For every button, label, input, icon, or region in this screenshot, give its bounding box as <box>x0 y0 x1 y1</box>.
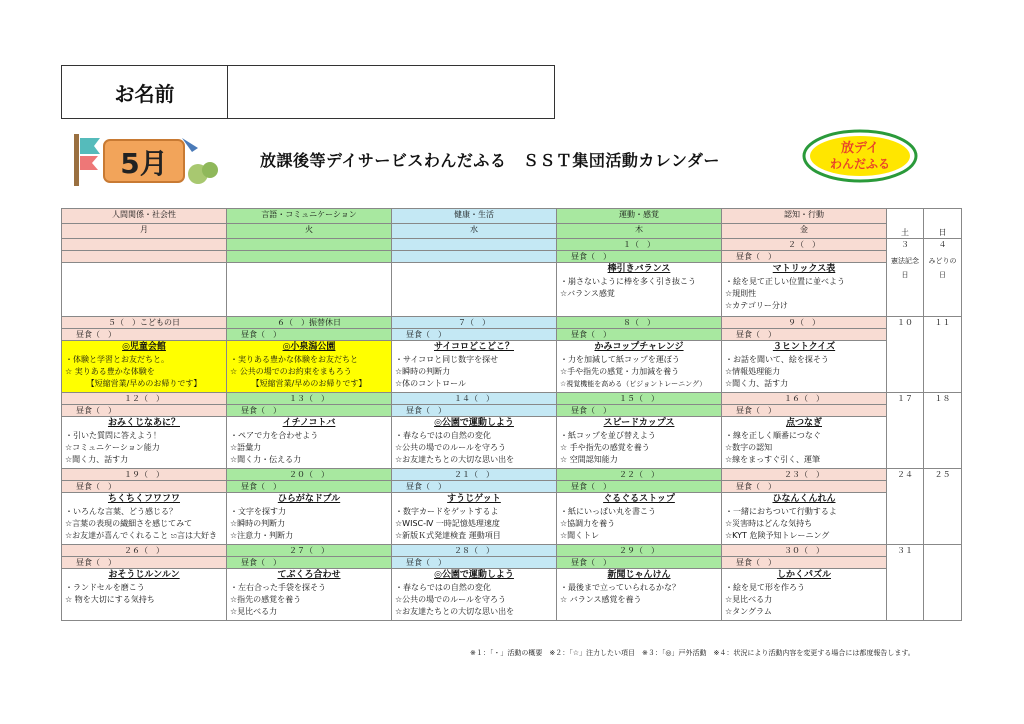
activity-line: ・崩さないように棒を多く引き抜こう <box>560 277 696 286</box>
lunch-line: 昼食（ ） <box>557 251 722 263</box>
day-date: ２０（ ） <box>227 469 392 481</box>
holiday-note: 憲法記念日 <box>891 257 919 279</box>
name-box <box>61 65 555 119</box>
activity-line: 【短縮営業/早めのお帰りです】 <box>251 379 367 388</box>
activity-cell <box>227 341 392 393</box>
lunch-line <box>392 251 557 263</box>
category-header: 人間関係・社会性 <box>62 209 227 224</box>
activity-line: ・線を正しく順番につなぐ <box>725 431 821 440</box>
activity-line: ・春ならではの自然の変化 <box>395 583 491 592</box>
activity-line: ☆瞬時の判断力 <box>395 367 451 376</box>
activity-line: ☆言葉の表現の繊細さを感じてみて <box>65 519 193 528</box>
weekend-date: １７ <box>897 394 913 403</box>
day-date: ８（ ） <box>557 317 722 329</box>
lunch-line: 昼食（ ） <box>392 329 557 341</box>
activity-line: ・体験と学習とお友だちと。 <box>65 355 169 364</box>
pole-icon <box>74 134 79 186</box>
activity-line: ☆見比べる力 <box>725 595 773 604</box>
activity-line: ・いろんな言葉、どう感じる？ <box>65 507 177 516</box>
weekend-date: ４ <box>938 240 947 249</box>
day-date: ７（ ） <box>392 317 557 329</box>
activity-line: ☆指先の感覚を養う <box>230 595 302 604</box>
weekend-date: ３ <box>901 240 909 249</box>
name-label: お名前 <box>62 66 228 118</box>
activity-title: すうじゲット <box>447 494 501 504</box>
activity-title: ◎小泉潟公園 <box>282 342 336 352</box>
day-date: ２７（ ） <box>227 545 392 557</box>
activity-line: ☆ バランス感覚を養う <box>560 595 642 604</box>
activity-line: ☆線をまっすぐ引く、運筆 <box>725 455 821 464</box>
activity-cell <box>557 493 722 545</box>
weekend-cell-sun <box>924 469 962 545</box>
activity-line: ☆災害時はどんな気持ち <box>725 519 813 528</box>
activity-line: ☆瞬時の判断力 <box>230 519 286 528</box>
category-header: 言語・コミュニケーション <box>227 209 392 224</box>
activity-line: ・紙にいっぱい丸を書こう <box>560 507 656 516</box>
weekday-fri: 金 <box>722 224 887 239</box>
lunch-line: 昼食（ ） <box>227 481 392 493</box>
month-label: 5月 <box>120 147 168 180</box>
logo <box>800 128 920 184</box>
weekday-sat: 土 <box>887 209 924 239</box>
activity-line: ☆見比べる力 <box>230 607 278 616</box>
lunch-line: 昼食（ ） <box>392 481 557 493</box>
lunch-line: 昼食（ ） <box>227 405 392 417</box>
activity-title: 新聞じゃんけん <box>607 570 671 580</box>
lunch-line: 昼食（ ） <box>62 405 227 417</box>
day-date: １３（ ） <box>227 393 392 405</box>
activity-title: マトリックス表 <box>772 264 836 274</box>
activity-line: ☆聞くトレ <box>560 531 600 540</box>
lunch-line <box>227 251 392 263</box>
lunch-line: 昼食（ ） <box>392 557 557 569</box>
activity-cell <box>62 493 227 545</box>
activity-title: 点つなぎ <box>785 418 822 428</box>
activity-line: ☆カテゴリー分け <box>725 301 788 310</box>
activity-cell <box>62 263 227 317</box>
day-date: ２９（ ） <box>557 545 722 557</box>
weekend-date: １１ <box>934 318 951 327</box>
activity-cell <box>722 569 887 621</box>
day-date: ３０（ ） <box>722 545 887 557</box>
activity-title: イチノコトバ <box>282 418 336 428</box>
activity-line: ☆タングラム <box>725 607 772 616</box>
carp-flag-icon <box>80 138 100 154</box>
footnote: ※１：「・」活動の概要 ※２：「☆」注力したい項目 ※３：「◎」戸外活動 ※４：状況により活動内容を変更する場合には都度報告します。 <box>470 649 915 657</box>
weekend-cell-sat <box>887 239 924 317</box>
activity-line: ・数字カードをゲットするよ <box>395 507 499 516</box>
category-header: 運動・感覚 <box>557 209 722 224</box>
weekday-thu: 木 <box>557 224 722 239</box>
activity-cell <box>62 341 227 393</box>
activity-line: ☆お友達たちとの大切な思い出を <box>395 455 515 464</box>
day-date <box>62 239 227 251</box>
activity-cell <box>227 569 392 621</box>
day-date: ６（ ）振替休日 <box>227 317 392 329</box>
weekend-cell-sat <box>887 393 924 469</box>
activity-line: ・絵を見て形を作ろう <box>725 583 805 592</box>
activity-line: ☆聞く力、話す力 <box>725 379 789 388</box>
day-date: ９（ ） <box>722 317 887 329</box>
weekend-date: ２５ <box>934 470 951 479</box>
activity-cell <box>722 493 887 545</box>
day-date: ２３（ ） <box>722 469 887 481</box>
activity-cell <box>392 493 557 545</box>
logo-line2: わんだふる <box>829 157 891 171</box>
activity-line: ・お話を聞いて、絵を探そう <box>725 355 829 364</box>
lunch-line: 昼食（ ） <box>722 557 887 569</box>
activity-cell <box>227 493 392 545</box>
day-date: １２（ ） <box>62 393 227 405</box>
weekend-cell-sat <box>887 545 924 621</box>
activity-line: ☆公共の場でのルールを守ろう <box>395 595 507 604</box>
activity-cell <box>722 341 887 393</box>
activity-cell <box>227 263 392 317</box>
weekend-cell-sat <box>887 469 924 545</box>
activity-line: ☆お友達たちとの大切な思い出を <box>395 607 515 616</box>
activity-line: ☆KYT 危険予知トレーニング <box>725 531 830 540</box>
activity-line: ☆ 物を大切にする気持ち <box>65 595 155 604</box>
activity-title: かみコップチャレンジ <box>594 342 684 352</box>
day-date: ２２（ ） <box>557 469 722 481</box>
activity-line: ・左右合った手袋を探そう <box>230 583 326 592</box>
activity-line: ☆ 実りある豊かな体験を <box>65 367 155 376</box>
lunch-line: 昼食（ ） <box>392 405 557 417</box>
activity-line: ☆聞く力、話す力 <box>65 455 129 464</box>
activity-title: おそうじルンルン <box>108 570 180 580</box>
activity-line: ・紙コップを並び替えよう <box>560 431 656 440</box>
activity-title: ３ヒントクイズ <box>772 342 836 352</box>
weekend-cell-sat <box>887 317 924 393</box>
day-date: ２８（ ） <box>392 545 557 557</box>
activity-cell <box>392 417 557 469</box>
activity-line: ☆情報処理能力 <box>725 367 781 376</box>
name-field[interactable] <box>228 66 554 118</box>
activity-title: ひなんくんれん <box>772 494 836 504</box>
may-badge <box>70 130 220 190</box>
lunch-line: 昼食（ ） <box>227 329 392 341</box>
lunch-line: 昼食（ ） <box>557 481 722 493</box>
weekday-tue: 火 <box>227 224 392 239</box>
activity-title: おみくじなあに？ <box>107 418 180 428</box>
activity-line: ☆ 空間認知能力 <box>560 455 618 464</box>
weekday-wed: 水 <box>392 224 557 239</box>
lunch-line: 昼食（ ） <box>62 481 227 493</box>
activity-line: ☆聞く力・伝える力 <box>230 455 302 464</box>
activity-title: てぶくろ合わせ <box>277 570 341 580</box>
activity-line: ☆お友達が喜んでくれること හ言は大好き <box>65 531 218 540</box>
activity-title: しかくパズル <box>776 570 831 580</box>
activity-line: ☆手や指先の感覚・力加減を養う <box>560 367 680 376</box>
day-date: ２６（ ） <box>62 545 227 557</box>
day-date: １５（ ） <box>557 393 722 405</box>
day-date: １（ ） <box>557 239 722 251</box>
activity-line: ☆体のコントロール <box>395 379 467 388</box>
activity-cell <box>227 417 392 469</box>
weekend-date: １８ <box>934 394 951 403</box>
lunch-line: 昼食（ ） <box>557 329 722 341</box>
activity-line: ・実りある豊かな体験をお友だちと <box>230 355 358 364</box>
activity-line: ☆公共の場でのルールを守ろう <box>395 443 507 452</box>
page-title: 放課後等デイサービスわんだふる ＳＳＴ集団活動カレンダー <box>260 151 720 170</box>
day-date <box>392 239 557 251</box>
activity-title: サイコロどこどこ？ <box>433 342 514 352</box>
activity-line: ☆コミュニケーション能力 <box>65 443 160 452</box>
activity-line: ・絵を見て正しい位置に並べよう <box>725 277 845 286</box>
weekend-cell-sun <box>924 317 962 393</box>
weekend-date: ２４ <box>897 470 913 479</box>
lunch-line: 昼食（ ） <box>62 557 227 569</box>
lunch-line: 昼食（ ） <box>557 557 722 569</box>
activity-line: ・ランドセルを磨こう <box>65 583 145 592</box>
activity-line: ・最後まで立っていられるかな？ <box>560 583 680 592</box>
weekday-mon: 月 <box>62 224 227 239</box>
activity-line: ・一緒におちついて行動するよ <box>725 507 837 516</box>
day-date: ５（ ）こどもの日 <box>62 317 227 329</box>
activity-line: ☆ 公共の場でのお約束をまもろう <box>230 367 352 376</box>
activity-line: ☆視覚機能を高める（ビジョントレーニング） <box>560 380 707 388</box>
activity-line: ☆協調力を養う <box>560 519 616 528</box>
lunch-line: 昼食（ ） <box>62 329 227 341</box>
activity-cell <box>392 263 557 317</box>
activity-line: ・力を加減して紙コップを運ぼう <box>560 355 680 364</box>
weekend-cell-sun <box>924 393 962 469</box>
activity-title: ◎公園で運動しよう <box>434 570 514 580</box>
logo-line1: 放デイ <box>840 141 880 156</box>
activity-line: ☆語彙力 <box>230 443 262 452</box>
activity-title: ◎児童会館 <box>122 342 166 352</box>
activity-line: ☆規則性 <box>725 289 757 298</box>
day-date: ２（ ） <box>722 239 887 251</box>
day-date: １９（ ） <box>62 469 227 481</box>
day-date <box>227 239 392 251</box>
activity-line: ・サイコロと同じ数字を探せ <box>395 355 499 364</box>
activity-calendar <box>61 208 962 621</box>
lunch-line: 昼食（ ） <box>722 251 887 263</box>
weekend-cell-sun <box>924 545 962 621</box>
day-date: １６（ ） <box>722 393 887 405</box>
lunch-line <box>62 251 227 263</box>
activity-title: スピードカップス <box>603 418 675 428</box>
activity-title: ◎公園で運動しよう <box>434 418 514 428</box>
category-header: 認知・行動 <box>722 209 887 224</box>
activity-line: ・文字を探す力 <box>230 507 286 516</box>
weekday-sun: 日 <box>924 209 962 239</box>
activity-line: ・引いた質問に答えよう！ <box>65 431 161 440</box>
weekend-date: １０ <box>897 318 913 327</box>
activity-title: ひらがなドブル <box>277 494 341 504</box>
activity-cell <box>557 417 722 469</box>
activity-line: ☆注意力・判断力 <box>230 531 294 540</box>
weekend-date: ３１ <box>897 546 913 555</box>
lunch-line: 昼食（ ） <box>722 405 887 417</box>
activity-cell <box>557 569 722 621</box>
weekend-cell-sun <box>924 239 962 317</box>
activity-cell <box>62 417 227 469</box>
activity-cell <box>392 341 557 393</box>
activity-line: ・ペアで力を合わせよう <box>230 431 319 440</box>
activity-cell <box>392 569 557 621</box>
activity-line: ☆ 手や指先の感覚を養う <box>560 443 650 452</box>
holiday-note: みどりの日 <box>928 257 957 279</box>
lunch-line: 昼食（ ） <box>722 481 887 493</box>
lunch-line: 昼食（ ） <box>557 405 722 417</box>
activity-line: ☆新版Ｋ式発達検査 運動項目 <box>395 531 501 540</box>
activity-cell <box>557 341 722 393</box>
day-date: ２１（ ） <box>392 469 557 481</box>
lunch-line: 昼食（ ） <box>227 557 392 569</box>
activity-line: ☆WISC-Ⅳ 一時記憶処理速度 <box>395 519 500 528</box>
category-header: 健康・生活 <box>392 209 557 224</box>
activity-title: ぐるぐるストップ <box>603 494 675 504</box>
activity-cell <box>557 263 722 317</box>
activity-cell <box>722 417 887 469</box>
lunch-line: 昼食（ ） <box>722 329 887 341</box>
activity-line: ☆数字の認知 <box>725 443 773 452</box>
activity-title: 棒引きバランス <box>607 264 671 274</box>
activity-line: ☆バランス感覚 <box>560 289 615 298</box>
day-date: １４（ ） <box>392 393 557 405</box>
activity-cell <box>62 569 227 621</box>
activity-cell <box>722 263 887 317</box>
activity-title: ちくちくフワフワ <box>107 494 180 504</box>
activity-line: ・春ならではの自然の変化 <box>395 431 491 440</box>
activity-line: 【短縮営業/早めのお帰りです】 <box>86 379 202 388</box>
